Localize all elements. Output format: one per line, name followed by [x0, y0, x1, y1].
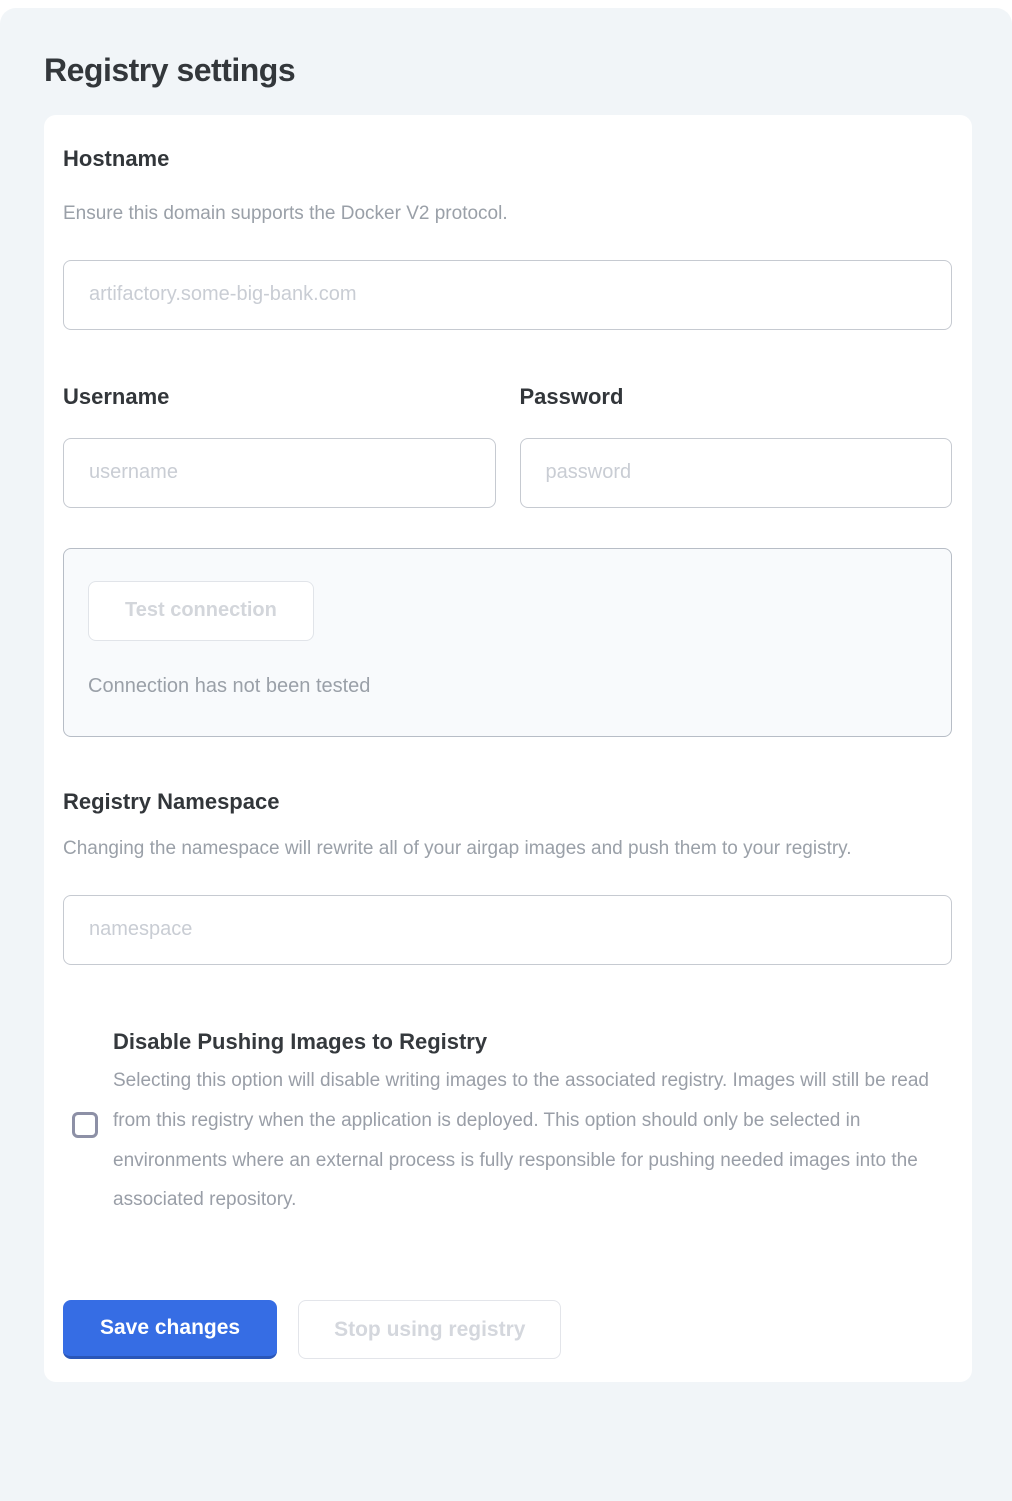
- disable-push-title: Disable Pushing Images to Registry: [113, 1028, 488, 1054]
- disable-push-label-group: [113, 1029, 952, 1221]
- username-input[interactable]: [63, 438, 496, 508]
- namespace-help-text: Changing the namespace will rewrite all of your airgap images and push them to your registry.: [63, 837, 852, 859]
- password-field-group: [520, 384, 953, 508]
- disable-push-option: [63, 1029, 952, 1221]
- password-input[interactable]: [520, 438, 953, 508]
- registry-settings-panel: [0, 8, 1012, 1501]
- connection-status-text: Connection has not been tested: [88, 674, 371, 697]
- credentials-row: [63, 384, 952, 508]
- save-changes-button[interactable]: Save changes: [63, 1300, 277, 1359]
- username-field-group: [63, 384, 496, 508]
- page-title: Registry settings: [44, 52, 296, 88]
- test-connection-button[interactable]: Test connection: [88, 581, 314, 641]
- registry-settings-card: [44, 115, 972, 1382]
- namespace-label: Registry Namespace: [63, 788, 280, 814]
- password-label: Password: [519, 383, 624, 409]
- form-actions: [63, 1300, 952, 1359]
- hostname-help-text: Ensure this domain supports the Docker V2 protocol.: [63, 203, 508, 224]
- hostname-label: Hostname: [63, 146, 170, 171]
- username-label: Username: [63, 383, 170, 409]
- hostname-input[interactable]: [63, 260, 952, 330]
- stop-using-registry-button[interactable]: Stop using registry: [298, 1300, 561, 1359]
- disable-push-description: Selecting this option will disable writing images to the associated registry. Images will still be read from this registry when the application is deployed. This option should only be selected in environments where an external process is fully responsible for pushing needed images into the associated repository.: [113, 1069, 929, 1211]
- disable-push-checkbox[interactable]: [72, 1112, 98, 1138]
- namespace-input[interactable]: [63, 895, 952, 965]
- test-connection-box: [63, 548, 952, 737]
